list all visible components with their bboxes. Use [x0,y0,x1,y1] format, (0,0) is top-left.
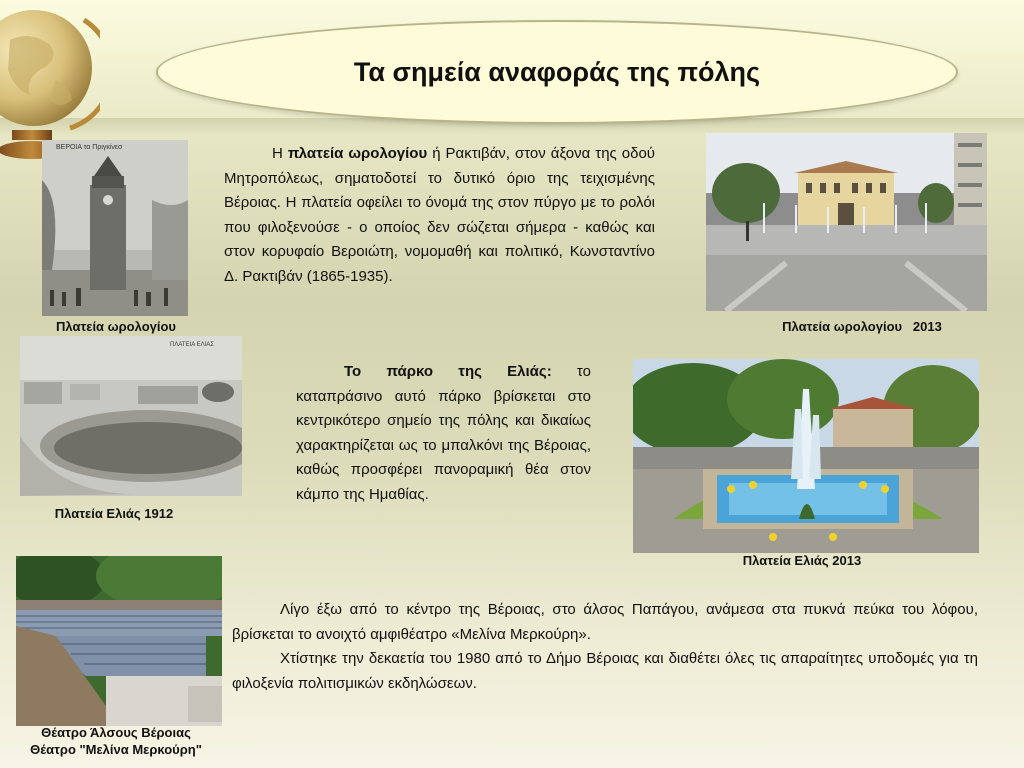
globe-icon [0,0,100,160]
caption-line: Πλατεία ωρολογίου [56,319,176,334]
text-intro: Η [272,145,288,162]
photo-clock-square-2013 [706,133,987,311]
caption-line: Θέατρο "Μελίνα Μερκούρη" [30,742,202,757]
caption-olive-square-2013: Πλατεία Ελιάς 2013 [742,553,862,568]
paragraph-line-1: Λίγο έξω από το κέντρο της Βέροιας, στο άλσος Παπάγου, ανάμεσα στα πυκνά πεύκα του λόφου, βρίσκεται το ανοιχτό αμφιθέατρο «Μελίνα Μερκούρη». [232,601,978,643]
slide-title: Τα σημεία αναφοράς της πόλης [353,56,761,87]
paragraph-theatre [232,598,978,696]
caption-line: Θέατρο Άλσους Βέροιας [41,725,191,740]
photo-olive-square-1912 [20,336,242,496]
caption-theatre [0,724,232,758]
text-body: το καταπράσινο αυτό πάρκο βρίσκεται στο κεντρικότερο σημείο της πόλης και δικαίως χαρακτηρίζεται ως το μπαλκόνι της Βέροιας, καθώς προσφέρει πανοραμική θέα στον κάμπο της Ημαθίας. [296,363,591,503]
photo-inscription: ΠΛΑΤΕΙΑ ΕΛΙΑΣ [170,342,214,348]
photo-theatre [16,556,222,726]
paragraph-olive-park [296,360,591,507]
paragraph-clock-square [224,142,655,289]
caption-olive-square-1912: Πλατεία Ελιάς 1912 [54,506,174,521]
text-bold-term: πλατεία ωρολογίου [287,145,428,162]
photo-olive-square-2013 [633,359,979,553]
title-banner [156,20,958,124]
caption-clock-square-2013: Πλατεία ωρολογίου 2013 [782,319,942,334]
text-bold-term: Το πάρκο της Ελιάς: [344,363,552,380]
text-body: ή Ρακτιβάν, στον άξονα της οδού Μητροπόλεως, σηματοδοτεί το δυτικό όριο της τειχισμένης Βέροιας. Η πλατεία οφείλει το όνομά της στον πύργο με το ρολόι που φιλοξενούσε - ο οποίος δεν σώζεται σήμερα - καθώς και στον κορυφαίο Βεροιώτη, νομομαθή και πολιτικό, Κωνσταντίνο Δ. Ρακτιβάν (1865-1935). [224,145,656,285]
photo-inscription: ΒΕΡΟΙΑ τα Πριγκίνεσ [56,144,123,151]
photo-clock-tower-1912 [42,140,188,316]
paragraph-line-2: Χτίστηκε την δεκαετία του 1980 από το Δήμο Βέροιας και διαθέτει όλες τις απαραίτητες υποδομές για τη φιλοξενία πολιτισμικών εκδηλώσεων. [232,650,978,692]
